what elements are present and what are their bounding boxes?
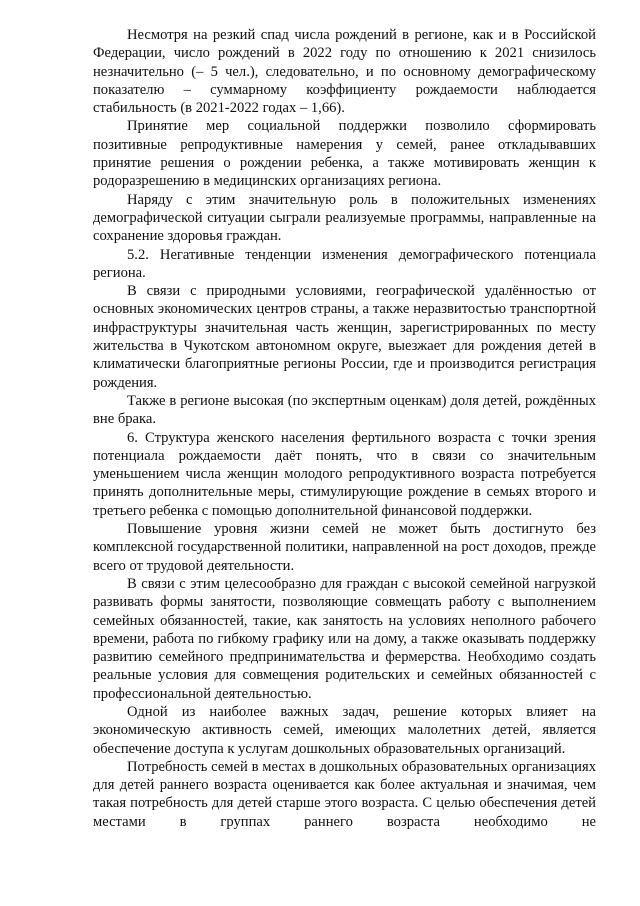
paragraph-birth-stability: Несмотря на резкий спад числа рождений в регионе, как и в Российской Федерации, число рождений в 2022 году по отношению к 2021 снизилось незначительно (– 5 чел.), следовательно, и по основному демографическому показателю – суммарному коэффициенту рождаемости наблюдается стабильность (в 2021-2022 годах – 1,66). <box>93 27 596 117</box>
paragraph-living-standards: Повышение уровня жизни семей не может быть достигнуто без комплексной государственной политики, направленной на рост доходов, прежде всего от трудовой деятельности. <box>93 521 596 574</box>
paragraph-preschool-access: Одной из наиболее важных задач, решение которых влияет на экономическую активность семей, имеющих малолетних детей, является обеспечение доступа к услугам дошкольных образовательных организаций. <box>93 703 596 757</box>
paragraph-out-of-wedlock: Также в регионе высокая (по экспертным оценкам) доля детей, рождённых вне брака. <box>93 392 596 428</box>
section-heading-5-2: 5.2. Негативные тенденции изменения демографического потенциала региона. <box>93 246 596 281</box>
paragraph-section-6-structure: 6. Структура женского населения фертильного возраста с точки зрения потенциала рождаемости даёт понять, что в связи со значительным уменьшением числа женщин молодого репродуктивного возраста потребуется принять дополнительные меры, стимулирующие рождение в семьях второго и третьего ребенка с помощью дополнительной финансовой поддержки. <box>93 429 596 519</box>
paragraph-health-programs: Наряду с этим значительную роль в положительных изменениях демографической ситуации сыграли реализуемые программы, направленные на сохранение здоровья граждан. <box>93 191 596 245</box>
document-page <box>93 26 596 831</box>
paragraph-employment-forms: В связи с этим целесообразно для граждан с высокой семейной нагрузкой развивать формы занятости, позволяющие совмещать работу с выполнением семейных обязанностей, такие, как занятость на условиях неполного рабочего времени, работа по гибкому графику или на дому, а также оказывать поддержку развитию семейного предпринимательства и фермерства. Необходимо создать реальные условия для совмещения родительских и семейных обязанностей с профессиональной деятельностью. <box>93 575 596 702</box>
paragraph-natural-conditions: В связи с природными условиями, географической удалённостью от основных экономических центров страны, а также неразвитостью транспортной инфраструктуры значительная часть женщин, зарегистрированных по месту жительства в Чукотском автономном округе, выезжает для рождения детей в климатически благоприятные регионы России, где и производится регистрация рождения. <box>93 283 596 391</box>
paragraph-early-age-groups: Потребность семей в местах в дошкольных образовательных организациях для детей раннего возраста оценивается как более актуальная и значимая, чем такая потребность для детей старше этого возраста. С целью обеспечения детей местами в группах раннего возраста необходимо не <box>93 758 596 830</box>
paragraph-social-support: Принятие мер социальной поддержки позволило сформировать позитивные репродуктивные намерения у семей, ранее откладывавших принятие решения о рождении ребенка, а также мотивировать женщин к родоразрешению в медицинских организациях региона. <box>93 118 596 190</box>
